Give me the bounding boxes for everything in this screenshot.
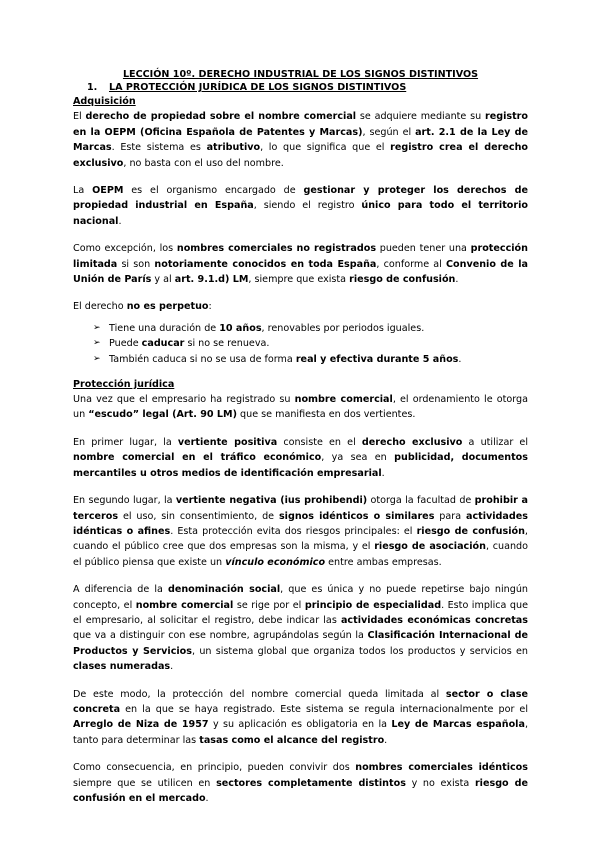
paragraph	[73, 687, 528, 749]
text-run: es el organismo encargado de	[123, 185, 304, 197]
paragraph	[73, 435, 528, 481]
text-run: .	[455, 274, 459, 286]
text-run: , siendo el registro	[253, 200, 362, 212]
text-run: que va a distinguir con ese nombre, agrupándolas según la	[73, 630, 368, 642]
list-item-text	[109, 338, 269, 349]
text-run: A diferencia de la	[73, 584, 168, 596]
section-heading	[73, 81, 528, 94]
text-run: si no se renueva.	[184, 338, 270, 350]
bold-text-run: nombres comerciales no registrados	[176, 243, 377, 255]
text-run: , renovables por periodos iguales.	[261, 322, 425, 334]
bold-text-run: publicidad, documentos mercantiles u otros medios de identificación empresarial	[73, 452, 528, 479]
text-run: , cuando el público piensa que existe un	[73, 541, 529, 568]
bold-text-run: derecho exclusivo	[361, 436, 463, 448]
bold-text-run: notoriamente conocidos en toda España	[154, 258, 377, 270]
text-run: .	[384, 734, 388, 746]
text-run: , que es única y no puede repetirse bajo ningún concepto, el	[73, 584, 528, 611]
bold-text-run: nombre comercial	[294, 394, 393, 406]
text-run: y su aplicación es obligatoria en la	[208, 719, 392, 731]
bold-text-run: signos idénticos o similares	[278, 510, 435, 522]
text-run: . Este sistema es	[111, 142, 207, 154]
text-run: Una vez que el empresario ha registrado su	[73, 394, 295, 406]
text-run: , el ordenamiento le otorga un	[73, 394, 528, 421]
text-run: Tiene una duración de	[109, 322, 220, 334]
list-item	[93, 321, 528, 337]
bullet-list	[73, 321, 528, 368]
text-run: siempre que se utilicen en	[73, 777, 217, 789]
bold-text-run: caducar	[141, 338, 185, 350]
bold-text-run: gestionar y proteger los derechos de propiedad industrial en España	[73, 185, 529, 212]
text-run: En primer lugar, la	[73, 436, 178, 448]
text-run: , siempre que exista	[248, 274, 350, 286]
list-item-text	[109, 354, 461, 365]
text-run: se adquiere mediante su	[356, 111, 485, 123]
paragraph	[73, 493, 528, 570]
bold-text-run: Clasificación Internacional de Productos y Servicios	[73, 630, 528, 657]
text-run: De este modo, la protección del nombre comercial queda limitada al	[73, 688, 446, 700]
text-run: se rige por el	[233, 599, 305, 611]
text-run: :	[208, 301, 212, 313]
bold-text-run: derecho de propiedad sobre el nombre comercial	[85, 111, 357, 123]
text-run: en la que se haya registrado. Este sistema se regula internacionalmente por el	[120, 703, 528, 715]
text-run: , cuando el público cree que dos empresas son la misma, y el	[73, 525, 528, 553]
bold-text-run: actividades idénticas o afines	[73, 510, 528, 537]
arrowhead-bullet-icon: ➢	[93, 338, 101, 349]
text-run: , según el	[362, 126, 416, 138]
bold-text-run: actividades económicas concretas	[340, 614, 528, 626]
bold-text-run: Arreglo de Niza de 1957	[73, 719, 209, 731]
subheading-proteccion: Protección jurídica	[73, 378, 175, 390]
text-run: el uso, sin consentimiento, de	[118, 510, 279, 522]
bold-text-run: riesgo de confusión en el mercado	[73, 777, 528, 804]
paragraph	[73, 760, 528, 806]
text-run: Puede	[109, 338, 142, 350]
text-run: .	[170, 661, 174, 673]
section-title: LA PROTECCIÓN JURÍDICA DE LOS SIGNOS DISTINTIVOS	[109, 82, 407, 93]
bold-text-run: sector o clase concreta	[73, 688, 528, 715]
bold-text-run: vertiente negativa (ius prohibendi)	[175, 495, 368, 507]
text-run: .	[118, 215, 122, 227]
list-item	[93, 336, 528, 352]
bold-text-run: art. 9.1.d) LM	[174, 274, 249, 286]
bold-text-run: único para todo el territorio nacional	[73, 200, 528, 227]
bold-text-run: vertiente positiva	[177, 436, 278, 448]
text-run: Como consecuencia, en principio, pueden convivir dos	[73, 762, 356, 774]
list-item-text	[109, 323, 424, 334]
text-run: , tanto para determinar las	[73, 719, 529, 746]
text-run: entre ambas empresas.	[325, 556, 442, 568]
bold-text-run: riesgo de asociación	[374, 541, 486, 553]
text-run: a utilizar el	[462, 436, 528, 448]
text-run: si son	[117, 258, 155, 270]
paragraph	[73, 241, 528, 287]
bold-text-run: “escudo” legal (Art. 90 LM)	[88, 409, 237, 421]
bold-text-run: vínculo económico	[225, 556, 326, 568]
text-run: pueden tener una	[376, 243, 471, 255]
text-run: . Esta protección evita dos riesgos principales: el	[170, 525, 417, 537]
text-run: consiste en el	[277, 436, 362, 448]
arrowhead-bullet-icon: ➢	[93, 354, 101, 365]
text-run: En segundo lugar, la	[73, 495, 176, 507]
section-number: 1.	[87, 82, 98, 93]
text-run: para	[434, 510, 466, 522]
text-run: y no exista	[405, 777, 475, 789]
bold-text-run: principio de especialidad	[304, 599, 442, 611]
list-item	[93, 352, 528, 368]
bold-text-run: riesgo de confusión	[416, 525, 525, 537]
bold-text-run: atributivo	[206, 142, 261, 154]
bold-text-run: nombres comerciales idénticos	[355, 762, 528, 774]
text-run: El	[73, 111, 86, 123]
paragraph	[73, 392, 528, 423]
bold-text-run: tasas como el alcance del registro	[199, 734, 385, 746]
lesson-title: LECCIÓN 10º. DERECHO INDUSTRIAL DE LOS SIGNOS DISTINTIVOS	[122, 69, 479, 80]
paragraph	[73, 582, 528, 674]
paragraph	[73, 109, 528, 171]
bold-text-run: nombre comercial en el tráfico económico	[73, 452, 322, 464]
bold-text-run: prohibir a terceros	[73, 495, 528, 522]
text-run: y al	[151, 274, 175, 286]
text-run: , lo que significa que el	[260, 142, 391, 154]
bold-text-run: OEPM	[92, 185, 124, 197]
bold-text-run: no es perpetuo	[126, 301, 209, 313]
text-run: .	[205, 793, 209, 804]
text-run: , un sistema global que organiza todos los productos y servicios en	[192, 645, 528, 657]
bold-text-run: Ley de Marcas española	[391, 719, 525, 731]
bold-text-run: 10 años	[219, 322, 262, 334]
text-run: , conforme al	[376, 258, 446, 270]
bold-text-run: art. 2.1 de la Ley de Marcas	[73, 126, 529, 154]
text-run: que se manifiesta en dos vertientes.	[236, 409, 416, 421]
bold-text-run: nombre comercial	[135, 599, 234, 611]
paragraph	[73, 183, 528, 229]
text-run: La	[73, 185, 93, 197]
bold-text-run: riesgo de confusión	[349, 274, 456, 286]
text-run: También caduca si no se usa de forma	[109, 354, 296, 366]
bold-text-run: registro en la OEPM (Oficina Española de Patentes y Marcas)	[73, 111, 528, 138]
bold-text-run: Convenio de la Unión de París	[73, 258, 528, 286]
text-run: , ya sea en	[321, 452, 395, 464]
subheading-adquisicion: Adquisición	[73, 96, 136, 107]
bold-text-run: protección limitada	[73, 243, 528, 270]
text-run: .	[381, 467, 385, 479]
text-run: .	[458, 354, 462, 366]
text-run: otorga la facultad de	[367, 495, 475, 507]
bold-text-run: registro crea el derecho exclusivo	[73, 142, 528, 169]
paragraph	[73, 299, 528, 314]
bold-text-run: sectores completamente distintos	[216, 777, 406, 789]
arrowhead-bullet-icon: ➢	[93, 322, 101, 333]
bold-text-run: real y efectiva durante 5 años	[295, 354, 459, 366]
bold-text-run: denominación social	[167, 584, 281, 596]
text-run: . Esto implica que el empresario, al solicitar el registro, debe indicar las	[73, 599, 528, 626]
bold-text-run: clases numeradas	[73, 661, 171, 673]
text-run: Como excepción, los	[73, 243, 177, 255]
text-run: , no basta con el uso del nombre.	[123, 157, 284, 169]
text-run: El derecho	[73, 301, 127, 313]
